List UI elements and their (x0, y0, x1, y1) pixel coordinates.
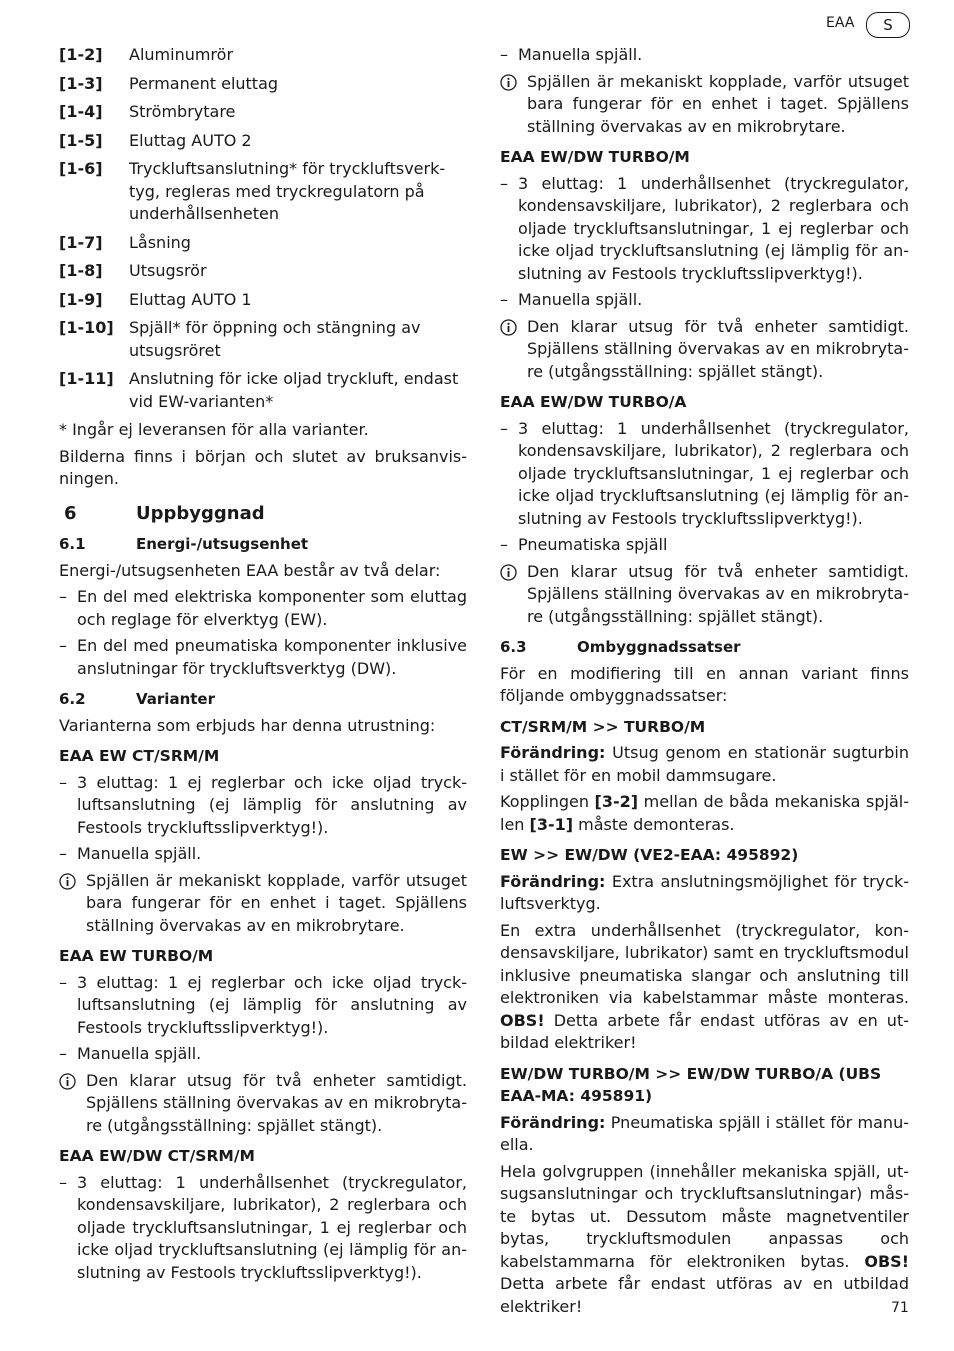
legend-item (59, 260, 467, 283)
dash-item: – 3 eluttag: 1 underhållsenhet (tryckregulator, kondensavskiljare, lubrikator), 2 reglerbara och oljade tryckluftsanslutningar, 1 ej reglerbar och icke oljad tryckluftsanslutning (ej lämplig för anslutning av Festools tryckluftsslipverktyg!). (59, 1172, 467, 1282)
subsection-heading (500, 636, 909, 659)
legend-key: [1-5] (59, 130, 103, 150)
subsection-title: Varianter (136, 690, 215, 708)
legend-text: Eluttag AUTO 1 (129, 289, 252, 309)
info-note: Spjällen är mekaniskt kopplade, varför utsuget bara fungerar för en enhet i taget. Spjällens ställning övervakas av en mikrobrytare. (500, 71, 909, 139)
legend-text: Eluttag AUTO 2 (129, 130, 252, 150)
kit-heading: EW >> EW/DW (VE2-EAA: 495892) (500, 846, 799, 864)
legend-item (59, 158, 467, 226)
warning-label: OBS! (500, 1010, 545, 1030)
footnote: * Ingår ej leveransen för alla varianter. (59, 420, 369, 439)
legend-key: [1-6] (59, 159, 103, 178)
kit-heading: EW/DW TURBO/M >> EW/DW TURBO/A (UBS EAA-MA: 495891) (500, 1064, 882, 1105)
info-icon (500, 316, 527, 384)
dash-item: – En del med elektriska komponenter som eluttag och reglage för elverktyg (EW). (59, 587, 467, 629)
item-legend-list (59, 44, 467, 413)
section-heading (59, 503, 467, 526)
change-label: Förändring: (500, 871, 606, 891)
dash-item: – Manuella spjäll. (59, 844, 202, 863)
right-column (500, 44, 909, 1322)
change-label: Förändring: (500, 743, 606, 762)
dash-item: – 3 eluttag: 1 ej reglerbar och icke oljad tryckluftsanslutning (ej lämplig för anslutning av Festools tryckluftsslipverktyg!). (59, 972, 467, 1037)
legend-item (59, 317, 467, 362)
legend-text: Strömbrytare (129, 102, 236, 121)
section-number: 6 (64, 502, 77, 524)
info-note: Spjällen är mekaniskt kopplade, varför utsuget bara fungerar för en enhet i taget. Spjällens ställning övervakas av en mikrobrytare. (59, 870, 467, 938)
subsection-title: Energi-/utsugsenhet (136, 535, 309, 553)
info-icon (59, 870, 86, 938)
kit-heading: CT/SRM/M >> TURBO/M (500, 717, 706, 736)
info-note: Den klarar utsug för två enheter samtidigt. Spjällens ställning övervakas av en mikrobrytare (utgångsställning: spjället stängt). (500, 316, 909, 384)
dash-item: – Manuella spjäll. (500, 290, 643, 309)
legend-text: Utsugsrör (129, 261, 207, 280)
legend-text: Permanent eluttag (129, 73, 279, 93)
legend-item (59, 130, 467, 153)
subsection-number: 6.3 (500, 638, 527, 656)
info-note: Den klarar utsug för två enheter samtidigt. Spjällens ställning övervakas av en mikrobrytare (utgångsställning: spjället stängt). (500, 561, 909, 629)
dash-item: – En del med pneumatiska komponenter inklusive anslutningar för tryckluftsverktyg (DW). (59, 636, 467, 678)
dash-item: – Pneumatiska spjäll (500, 535, 668, 554)
paragraph: Hela golvgruppen (innehåller mekaniska spjäll, utsugsanslutningar och tryckluftsanslutningar) måste bytas ut. Dessutom måste magnetventiler bytas, tryckluftsmodulen anpassas och kabelstammarna för elektroniken bytas. OBS! Detta arbete får endast utföras av en utbildad elektriker! (500, 1161, 909, 1316)
legend-item (59, 101, 467, 124)
section-title: Uppbyggnad (136, 502, 265, 524)
subsection-title: Ombyggnadssatser (577, 638, 741, 656)
header-language-code: EAA (826, 15, 855, 31)
variant-heading: EAA EW CT/SRM/M (59, 747, 220, 765)
paragraph: Kopplingen [3-2] mellan de båda mekaniska spjällen [3-1] måste demonteras. (500, 792, 910, 834)
dash-item: – 3 eluttag: 1 ej reglerbar och icke oljad tryckluftsanslutning (ej lämplig för anslutning av Festools tryckluftsslipverktyg!). (59, 772, 467, 837)
paragraph: För en modifiering till en annan variant finns följande ombyggnadssatser: (500, 663, 909, 705)
left-column (59, 44, 467, 1288)
legend-key: [1-3] (59, 73, 103, 93)
legend-key: [1-2] (59, 45, 103, 64)
legend-key: [1-11] (59, 369, 114, 388)
paragraph: Energi-/utsugsenheten EAA består av två delar: (59, 560, 441, 580)
info-note: Den klarar utsug för två enheter samtidigt. Spjällens ställning övervakas av en mikrobrytare (utgångsställning: spjället stängt). (59, 1070, 467, 1138)
page-number: 71 (891, 1300, 909, 1316)
legend-text: Tryckluftsanslutning* för tryckluftsverktyg, regleras med tryckregulatorn på underhållsenheten (129, 159, 446, 223)
legend-key: [1-9] (59, 289, 103, 309)
dash-item: – 3 eluttag: 1 underhållsenhet (tryckregulator, kondensavskiljare, lubrikator), 2 reglerbara och oljade tryckluftsanslutningar, 1 ej reglerbar och icke oljad tryckluftsanslutning (ej lämplig för anslutning av Festools tryckluftsslipverktyg!). (500, 173, 909, 283)
legend-text: Låsning (129, 232, 191, 252)
reference-tag: [3-2] (594, 792, 639, 811)
change-paragraph: Förändring: Extra anslutningsmöjlighet för tryckluftsverktyg. (500, 871, 909, 913)
legend-item (59, 232, 467, 255)
info-icon (59, 1070, 86, 1138)
variant-heading: EAA EW/DW TURBO/A (500, 393, 687, 411)
legend-text: Aluminumrör (129, 45, 234, 64)
change-paragraph: Förändring: Utsug genom en stationär sugturbin i stället för en mobil dammsugare. (500, 743, 909, 785)
dash-item: – 3 eluttag: 1 underhållsenhet (tryckregulator, kondensavskiljare, lubrikator), 2 reglerbara och oljade tryckluftsanslutningar, 1 ej reglerbar och icke oljad tryckluftsanslutning (ej lämplig för anslutning av Festools tryckluftsslipverktyg!). (500, 418, 909, 528)
reference-tag: [3-1] (529, 814, 574, 834)
legend-item (59, 289, 467, 312)
paragraph: Varianterna som erbjuds har denna utrustning: (59, 715, 436, 735)
dash-item: – Manuella spjäll. (500, 45, 643, 64)
variant-heading: EAA EW TURBO/M (59, 947, 214, 965)
dash-item: – Manuella spjäll. (59, 1044, 202, 1063)
legend-key: [1-7] (59, 232, 103, 252)
warning-label: OBS! (864, 1251, 909, 1271)
info-icon (500, 71, 527, 139)
paragraph: En extra underhållsenhet (tryckregulator, kondensavskiljare, lubrikator) samt en tryckluftsmodul inklusive pneumatiska slangar och anslutning till elektroniken via kabelstammar måste monteras. OBS! Detta arbete får endast utföras av en utbildad elektriker! (500, 920, 909, 1052)
subsection-number: 6.2 (59, 690, 86, 708)
legend-item (59, 368, 467, 413)
legend-key: [1-4] (59, 102, 103, 121)
subsection-heading (59, 533, 467, 556)
language-badge: S (866, 12, 910, 38)
legend-item (59, 73, 467, 96)
subsection-number: 6.1 (59, 535, 86, 553)
variant-heading: EAA EW/DW CT/SRM/M (59, 1147, 255, 1165)
legend-text: Anslutning för icke oljad tryckluft, endast vid EW-varianten* (129, 369, 459, 411)
subsection-heading (59, 688, 467, 711)
variant-heading: EAA EW/DW TURBO/M (500, 148, 690, 166)
legend-item (59, 44, 467, 67)
legend-text: Spjäll* för öppning och stängning av utsugsröret (129, 318, 421, 360)
pictures-note: Bilderna finns i början och slutet av bruksanvisningen. (59, 446, 467, 488)
legend-key: [1-10] (59, 318, 114, 337)
change-label: Förändring: (500, 1112, 606, 1132)
info-icon (500, 561, 527, 629)
legend-key: [1-8] (59, 261, 103, 280)
change-paragraph: Förändring: Pneumatiska spjäll i stället för manuella. (500, 1112, 909, 1154)
